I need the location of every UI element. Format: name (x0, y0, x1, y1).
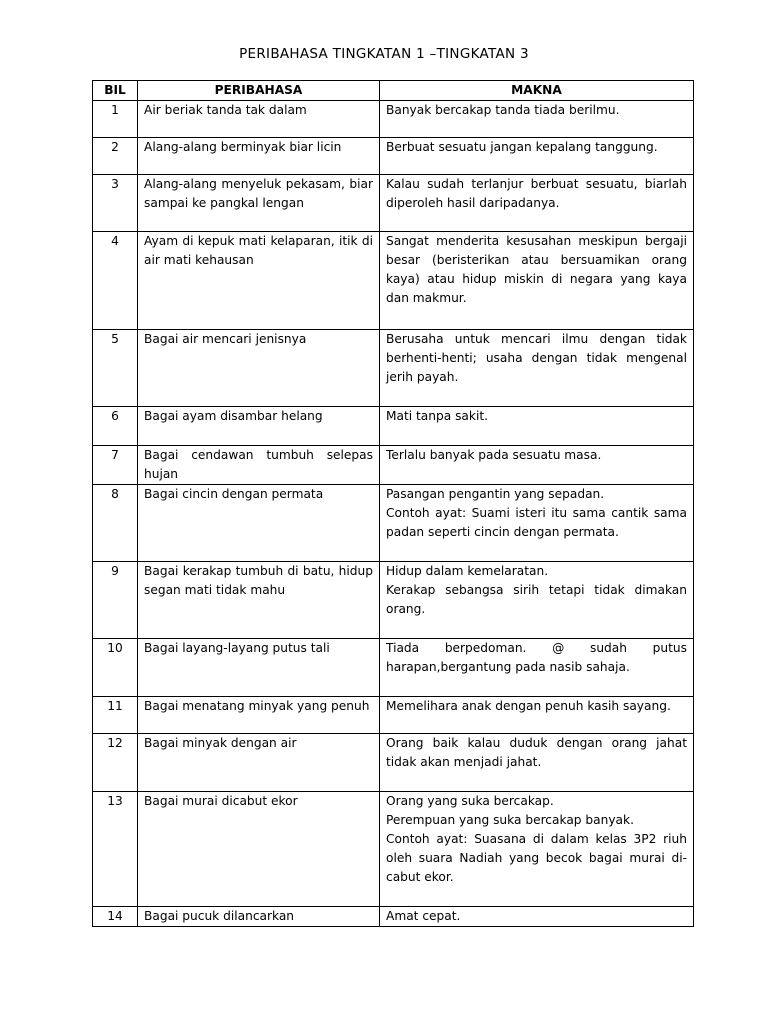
makna-cell (380, 792, 694, 907)
makna-line: Kalau sudah terlanjur berbuat sesuatu, biarlah diperoleh hasil daripadanya. (386, 177, 687, 210)
makna-cell (380, 485, 694, 562)
peribahasa-cell: Bagai air mencari jenisnya (138, 330, 380, 407)
row-number: 1 (93, 101, 138, 138)
makna-cell (380, 907, 694, 927)
peribahasa-cell: Bagai layang-layang putus tali (138, 639, 380, 697)
table-row (93, 175, 694, 232)
makna-cell (380, 330, 694, 407)
makna-cell (380, 175, 694, 232)
table-row (93, 562, 694, 639)
makna-line: Sangat menderita kesusahan meskipun bergaji besar (beristerikan atau bersuamikan orang kaya) atau hidup miskin di negara yang kaya dan makmur. (386, 234, 687, 305)
table-row (93, 446, 694, 485)
makna-line: Perempuan yang suka bercakap banyak. (386, 813, 634, 827)
row-number: 8 (93, 485, 138, 562)
row-number: 7 (93, 446, 138, 485)
peribahasa-cell: Bagai minyak dengan air (138, 734, 380, 792)
peribahasa-cell: Bagai murai dicabut ekor (138, 792, 380, 907)
makna-line: Orang baik kalau duduk dengan orang jahat tidak akan menjadi jahat. (386, 736, 687, 769)
peribahasa-cell: Alang-alang berminyak biar licin (138, 138, 380, 175)
makna-line: Pasangan pengantin yang sepadan. (386, 487, 605, 501)
header-peribahasa: PERIBAHASA (138, 81, 380, 101)
makna-cell (380, 697, 694, 734)
makna-line: Hidup dalam kemelaratan. (386, 564, 549, 578)
makna-line: Contoh ayat: Suasana di dalam kelas 3P2 riuh oleh suara Nadiah yang becok bagai murai di-cabut ekor. (386, 832, 687, 884)
row-number: 12 (93, 734, 138, 792)
row-number: 11 (93, 697, 138, 734)
row-number: 14 (93, 907, 138, 927)
header-bil: BIL (93, 81, 138, 101)
makna-line: Memelihara anak dengan penuh kasih sayang. (386, 699, 671, 713)
table-row (93, 232, 694, 330)
row-number: 13 (93, 792, 138, 907)
row-number: 6 (93, 407, 138, 446)
makna-line: Terlalu banyak pada sesuatu masa. (386, 448, 602, 462)
peribahasa-cell: Bagai menatang minyak yang penuh (138, 697, 380, 734)
makna-line: Contoh ayat: Suami isteri itu sama cantik sama padan seperti cincin dengan permata. (386, 506, 687, 539)
table-row (93, 407, 694, 446)
makna-line: Mati tanpa sakit. (386, 409, 488, 423)
makna-line: Banyak bercakap tanda tiada berilmu. (386, 103, 620, 117)
makna-line: Amat cepat. (386, 909, 461, 923)
table-header-row (93, 81, 694, 101)
table-row (93, 697, 694, 734)
makna-cell (380, 639, 694, 697)
peribahasa-cell: Air beriak tanda tak dalam (138, 101, 380, 138)
row-number: 2 (93, 138, 138, 175)
makna-cell (380, 232, 694, 330)
makna-cell (380, 734, 694, 792)
table-row (93, 792, 694, 907)
table-row (93, 734, 694, 792)
table-row (93, 330, 694, 407)
makna-line: Berbuat sesuatu jangan kepalang tanggung. (386, 140, 658, 154)
peribahasa-cell: Bagai cendawan tumbuh selepas hujan (138, 446, 380, 485)
peribahasa-cell: Bagai pucuk dilancarkan (138, 907, 380, 927)
peribahasa-cell: Bagai ayam disambar helang (138, 407, 380, 446)
makna-cell (380, 407, 694, 446)
table-row (93, 101, 694, 138)
makna-line: Orang yang suka bercakap. (386, 794, 554, 808)
table-row (93, 485, 694, 562)
makna-line: Berusaha untuk mencari ilmu dengan tidak berhenti-henti; usaha dengan tidak mengenal jerih payah. (386, 332, 687, 384)
makna-cell (380, 562, 694, 639)
header-makna: MAKNA (380, 81, 694, 101)
peribahasa-table (92, 80, 694, 927)
makna-line: Tiada berpedoman. @ sudah putus harapan,bergantung pada nasib sahaja. (386, 641, 687, 674)
makna-cell (380, 138, 694, 175)
row-number: 10 (93, 639, 138, 697)
row-number: 3 (93, 175, 138, 232)
makna-line: Kerakap sebangsa sirih tetapi tidak dimakan orang. (386, 583, 687, 616)
row-number: 4 (93, 232, 138, 330)
table-row (93, 639, 694, 697)
page-title: PERIBAHASA TINGKATAN 1 –TINGKATAN 3 (239, 46, 529, 62)
peribahasa-cell: Bagai cincin dengan permata (138, 485, 380, 562)
makna-cell (380, 101, 694, 138)
table-row (93, 907, 694, 927)
peribahasa-cell: Bagai kerakap tumbuh di batu, hidup segan mati tidak mahu (138, 562, 380, 639)
row-number: 9 (93, 562, 138, 639)
makna-cell (380, 446, 694, 485)
peribahasa-cell: Alang-alang menyeluk pekasam, biar sampai ke pangkal lengan (138, 175, 380, 232)
peribahasa-cell: Ayam di kepuk mati kelaparan, itik di air mati kehausan (138, 232, 380, 330)
table-row (93, 138, 694, 175)
row-number: 5 (93, 330, 138, 407)
